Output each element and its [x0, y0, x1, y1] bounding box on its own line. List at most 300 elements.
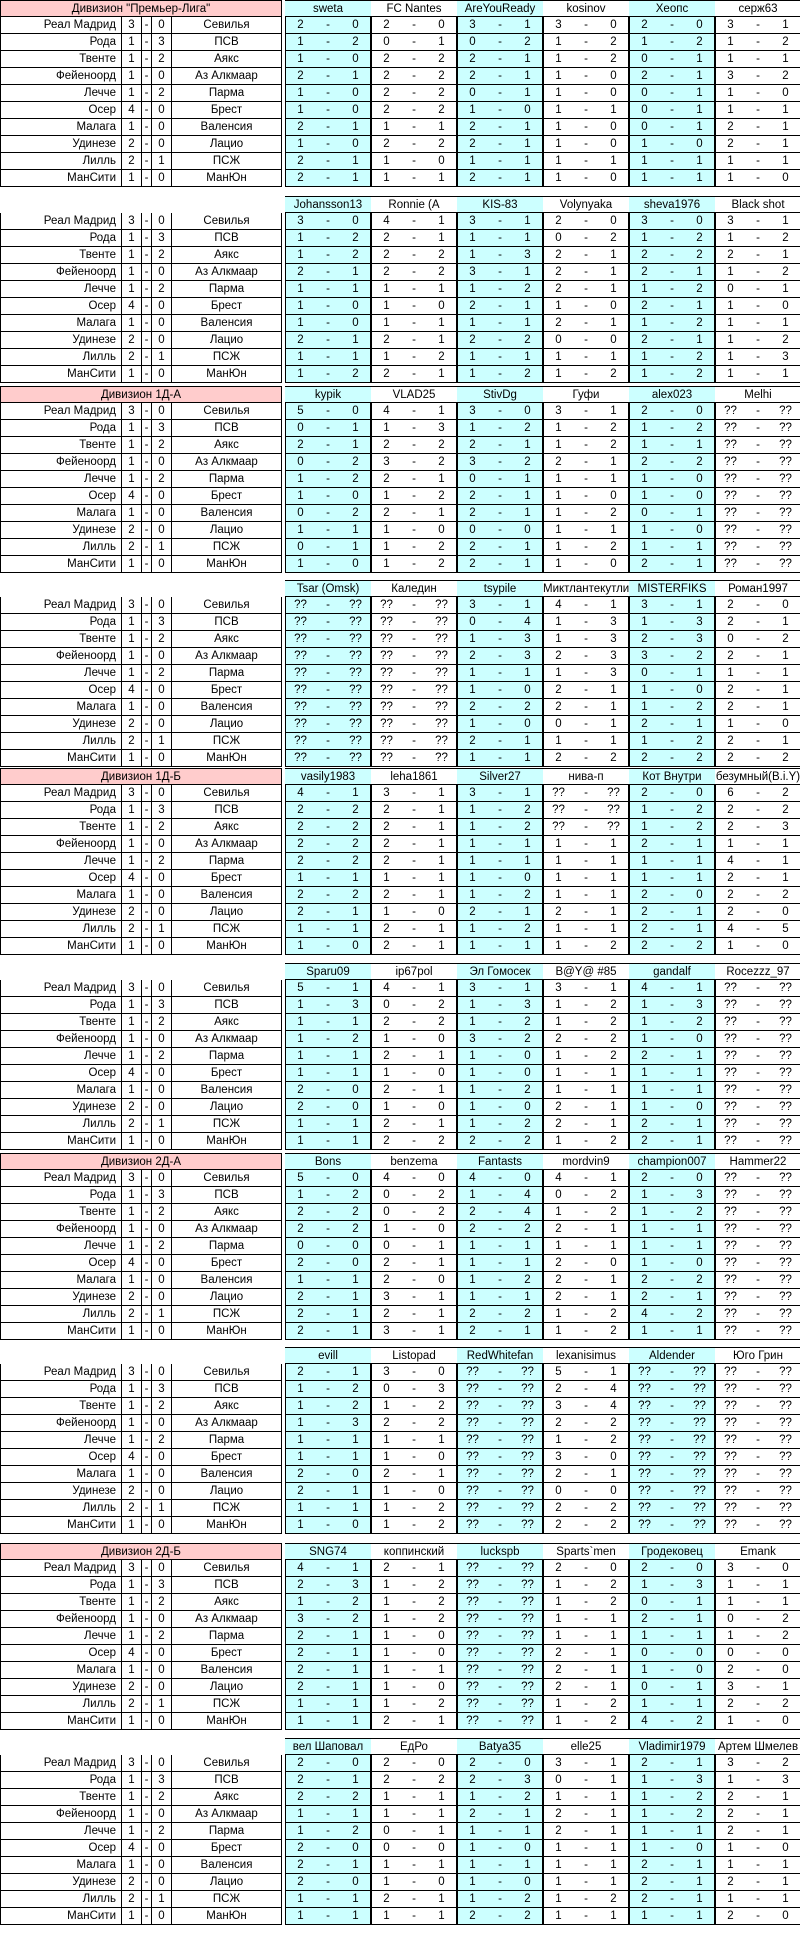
prediction-away: 1 — [341, 539, 371, 556]
home-team: Фейеноорд — [0, 68, 122, 85]
prediction-away: 0 — [685, 1662, 715, 1679]
prediction-away: 2 — [685, 750, 715, 767]
prediction-dash: - — [315, 1082, 341, 1099]
prediction-home: 3 — [457, 980, 487, 997]
prediction-away: 1 — [427, 281, 457, 298]
prediction-away: ?? — [771, 1255, 800, 1272]
score-dash: - — [142, 597, 152, 614]
prediction-dash: - — [401, 997, 427, 1014]
prediction-home: 1 — [457, 247, 487, 264]
prediction-dash: - — [487, 870, 513, 887]
prediction-away: ?? — [427, 665, 457, 682]
prediction-home: 0 — [285, 1238, 315, 1255]
prediction-away: 1 — [771, 1789, 800, 1806]
home-team: Лечче — [0, 1823, 122, 1840]
prediction-away: 0 — [341, 1099, 371, 1116]
prediction-away: 1 — [513, 505, 543, 522]
prediction-dash: - — [659, 1891, 685, 1908]
player-name: нива-п — [543, 768, 629, 785]
prediction-home: 2 — [629, 556, 659, 573]
prediction-away: 2 — [341, 1594, 371, 1611]
prediction-away: 1 — [599, 1170, 629, 1187]
away-score: 0 — [152, 298, 172, 315]
prediction-dash: - — [401, 136, 427, 153]
prediction-away: 0 — [341, 938, 371, 955]
prediction-home: 1 — [285, 298, 315, 315]
prediction-dash: - — [315, 1594, 341, 1611]
prediction-home: 1 — [285, 1908, 315, 1925]
prediction-away: 0 — [341, 102, 371, 119]
prediction-away: 1 — [685, 170, 715, 187]
score-dash: - — [142, 716, 152, 733]
division-block — [0, 386, 800, 573]
prediction-dash: - — [401, 836, 427, 853]
prediction-away: ?? — [427, 716, 457, 733]
prediction-dash: - — [573, 1857, 599, 1874]
match-row — [0, 1466, 800, 1483]
prediction-dash: - — [401, 1772, 427, 1789]
prediction-dash: - — [315, 819, 341, 836]
prediction-dash: - — [315, 1908, 341, 1925]
away-team: МанЮн — [172, 1908, 282, 1925]
prediction-away: 0 — [427, 1483, 457, 1500]
home-score: 1 — [122, 836, 142, 853]
prediction-dash: - — [659, 51, 685, 68]
away-team: Парма — [172, 1238, 282, 1255]
prediction-away: ?? — [513, 1449, 543, 1466]
prediction-home: 2 — [543, 281, 573, 298]
home-team: Осер — [0, 1840, 122, 1857]
away-team: ПСЖ — [172, 1696, 282, 1713]
prediction-dash: - — [745, 1306, 771, 1323]
prediction-dash: - — [315, 488, 341, 505]
prediction-dash: - — [745, 85, 771, 102]
score-dash: - — [142, 1577, 152, 1594]
prediction-dash: - — [745, 1289, 771, 1306]
prediction-dash: - — [573, 85, 599, 102]
prediction-home: 1 — [629, 1908, 659, 1925]
away-team: Севилья — [172, 213, 282, 230]
score-dash: - — [142, 1891, 152, 1908]
player-name: Ronnie (A — [371, 196, 457, 213]
away-team: Парма — [172, 1823, 282, 1840]
home-team: Удинезе — [0, 1289, 122, 1306]
prediction-dash: - — [401, 170, 427, 187]
prediction-home: 2 — [629, 921, 659, 938]
prediction-away: 1 — [427, 1116, 457, 1133]
prediction-home: 2 — [371, 1415, 401, 1432]
prediction-away: 0 — [685, 1560, 715, 1577]
away-team: Аякс — [172, 1204, 282, 1221]
prediction-away: 2 — [771, 785, 800, 802]
prediction-away: 0 — [341, 315, 371, 332]
prediction-home: 1 — [457, 1082, 487, 1099]
home-team: МанСити — [0, 750, 122, 767]
prediction-dash: - — [487, 819, 513, 836]
home-score: 3 — [122, 980, 142, 997]
prediction-away: 0 — [771, 1908, 800, 1925]
home-score: 1 — [122, 1415, 142, 1432]
prediction-dash: - — [315, 1398, 341, 1415]
home-team: Рода — [0, 1772, 122, 1789]
prediction-home: 1 — [457, 887, 487, 904]
prediction-home: ?? — [285, 665, 315, 682]
prediction-away: 3 — [513, 247, 543, 264]
prediction-home: ?? — [715, 1255, 745, 1272]
home-score: 1 — [122, 51, 142, 68]
score-dash: - — [142, 1789, 152, 1806]
home-team: Лилль — [0, 921, 122, 938]
prediction-dash: - — [573, 102, 599, 119]
prediction-home: ?? — [629, 1517, 659, 1534]
prediction-dash: - — [401, 349, 427, 366]
prediction-away: 2 — [513, 1133, 543, 1150]
prediction-home: 4 — [715, 921, 745, 938]
prediction-away: 1 — [427, 1323, 457, 1340]
player-name: VLAD25 — [371, 386, 457, 403]
prediction-dash: - — [573, 699, 599, 716]
prediction-dash: - — [487, 170, 513, 187]
prediction-home: 1 — [543, 51, 573, 68]
home-score: 1 — [122, 281, 142, 298]
prediction-dash: - — [315, 836, 341, 853]
prediction-home: 1 — [371, 315, 401, 332]
away-score: 0 — [152, 1082, 172, 1099]
prediction-dash: - — [745, 281, 771, 298]
prediction-home: 1 — [543, 1789, 573, 1806]
prediction-home: 1 — [715, 1891, 745, 1908]
prediction-dash: - — [487, 1272, 513, 1289]
prediction-away: 1 — [427, 802, 457, 819]
prediction-away: 1 — [427, 332, 457, 349]
away-team: Парма — [172, 665, 282, 682]
home-score: 2 — [122, 522, 142, 539]
home-team: Малага — [0, 699, 122, 716]
prediction-dash: - — [659, 1823, 685, 1840]
away-team: Севилья — [172, 403, 282, 420]
prediction-away: 0 — [427, 1099, 457, 1116]
prediction-dash: - — [659, 1466, 685, 1483]
prediction-dash: - — [315, 1099, 341, 1116]
prediction-away: 1 — [513, 1823, 543, 1840]
home-score: 4 — [122, 870, 142, 887]
prediction-home: 1 — [543, 1611, 573, 1628]
prediction-dash: - — [659, 1255, 685, 1272]
match-row — [0, 17, 800, 34]
home-team: Твенте — [0, 1789, 122, 1806]
prediction-dash: - — [659, 213, 685, 230]
prediction-away: 2 — [685, 420, 715, 437]
prediction-dash: - — [745, 802, 771, 819]
prediction-away: 1 — [513, 488, 543, 505]
prediction-dash: - — [659, 733, 685, 750]
away-team: Брест — [172, 1645, 282, 1662]
prediction-away: 1 — [685, 1048, 715, 1065]
prediction-home: 1 — [543, 505, 573, 522]
away-score: 2 — [152, 1432, 172, 1449]
home-team: Твенте — [0, 1204, 122, 1221]
score-dash: - — [142, 1628, 152, 1645]
away-score: 0 — [152, 1560, 172, 1577]
prediction-away: ?? — [771, 1449, 800, 1466]
prediction-dash: - — [659, 332, 685, 349]
home-team: МанСити — [0, 366, 122, 383]
prediction-home: 2 — [457, 1806, 487, 1823]
prediction-dash: - — [315, 420, 341, 437]
prediction-home: 2 — [285, 853, 315, 870]
prediction-home: 0 — [629, 665, 659, 682]
prediction-dash: - — [659, 1289, 685, 1306]
player-name: kypik — [285, 386, 371, 403]
prediction-home: 0 — [715, 631, 745, 648]
prediction-home: 1 — [285, 870, 315, 887]
prediction-home: 2 — [371, 1272, 401, 1289]
prediction-dash: - — [745, 1696, 771, 1713]
prediction-away: 2 — [771, 264, 800, 281]
prediction-home: 2 — [285, 1628, 315, 1645]
prediction-dash: - — [573, 1221, 599, 1238]
prediction-home: 2 — [371, 230, 401, 247]
home-score: 1 — [122, 1628, 142, 1645]
prediction-home: 2 — [629, 1170, 659, 1187]
away-score: 0 — [152, 264, 172, 281]
prediction-dash: - — [487, 488, 513, 505]
player-name: Emank — [715, 1543, 800, 1560]
prediction-dash: - — [315, 349, 341, 366]
home-score: 1 — [122, 1221, 142, 1238]
prediction-away: ?? — [513, 1432, 543, 1449]
prediction-dash: - — [573, 819, 599, 836]
prediction-away: 2 — [599, 51, 629, 68]
prediction-home: 1 — [543, 836, 573, 853]
prediction-home: 3 — [629, 213, 659, 230]
player-name: Каледин — [371, 580, 457, 597]
prediction-home: 1 — [371, 1065, 401, 1082]
away-score: 1 — [152, 733, 172, 750]
away-score: 1 — [152, 921, 172, 938]
away-team: МанЮн — [172, 750, 282, 767]
score-dash: - — [142, 1772, 152, 1789]
prediction-home: ?? — [371, 699, 401, 716]
match-row — [0, 1449, 800, 1466]
prediction-home: 1 — [543, 665, 573, 682]
home-team: Удинезе — [0, 1874, 122, 1891]
prediction-home: ?? — [715, 522, 745, 539]
prediction-dash: - — [573, 51, 599, 68]
prediction-home: ?? — [371, 665, 401, 682]
prediction-home: 3 — [543, 17, 573, 34]
home-score: 1 — [122, 648, 142, 665]
prediction-dash: - — [315, 437, 341, 454]
prediction-home: ?? — [715, 1014, 745, 1031]
prediction-home: 3 — [715, 17, 745, 34]
prediction-home: 3 — [543, 980, 573, 997]
prediction-away: 0 — [427, 1628, 457, 1645]
prediction-home: 2 — [371, 247, 401, 264]
prediction-away: 0 — [513, 1065, 543, 1082]
prediction-away: 2 — [341, 836, 371, 853]
prediction-home: 2 — [715, 733, 745, 750]
home-team: Лечче — [0, 853, 122, 870]
prediction-away: 0 — [341, 1170, 371, 1187]
prediction-dash: - — [315, 34, 341, 51]
home-team: МанСити — [0, 938, 122, 955]
prediction-dash: - — [487, 853, 513, 870]
prediction-home: 1 — [543, 556, 573, 573]
prediction-away: 2 — [427, 1500, 457, 1517]
prediction-away: 1 — [427, 119, 457, 136]
score-dash: - — [142, 315, 152, 332]
away-score: 0 — [152, 119, 172, 136]
home-score: 2 — [122, 1483, 142, 1500]
prediction-home: 1 — [543, 522, 573, 539]
prediction-dash: - — [487, 522, 513, 539]
prediction-home: 2 — [715, 614, 745, 631]
prediction-dash: - — [487, 597, 513, 614]
prediction-away: 2 — [599, 1500, 629, 1517]
prediction-home: 4 — [629, 1713, 659, 1730]
prediction-dash: - — [573, 213, 599, 230]
prediction-dash: - — [659, 1679, 685, 1696]
prediction-dash: - — [573, 437, 599, 454]
away-score: 2 — [152, 1048, 172, 1065]
match-row — [0, 1662, 800, 1679]
prediction-away: 1 — [685, 153, 715, 170]
prediction-home: 2 — [543, 213, 573, 230]
prediction-dash: - — [745, 488, 771, 505]
prediction-home: 2 — [285, 819, 315, 836]
score-dash: - — [142, 614, 152, 631]
prediction-away: 3 — [771, 819, 800, 836]
prediction-away: 0 — [427, 522, 457, 539]
prediction-away: 1 — [513, 1255, 543, 1272]
prediction-away: ?? — [513, 1517, 543, 1534]
prediction-home: 1 — [543, 102, 573, 119]
home-score: 2 — [122, 904, 142, 921]
prediction-dash: - — [745, 1204, 771, 1221]
prediction-dash: - — [573, 1500, 599, 1517]
prediction-home: ?? — [715, 556, 745, 573]
prediction-away: 1 — [341, 921, 371, 938]
prediction-away: 2 — [599, 1577, 629, 1594]
score-dash: - — [142, 733, 152, 750]
prediction-dash: - — [573, 315, 599, 332]
prediction-away: 0 — [341, 1840, 371, 1857]
match-row — [0, 785, 800, 802]
home-score: 2 — [122, 136, 142, 153]
prediction-dash: - — [573, 1014, 599, 1031]
away-score: 0 — [152, 597, 172, 614]
prediction-away: 2 — [599, 1517, 629, 1534]
prediction-dash: - — [745, 750, 771, 767]
prediction-home: 4 — [457, 1170, 487, 1187]
player-name: vasily1983 — [285, 768, 371, 785]
home-score: 1 — [122, 665, 142, 682]
prediction-home: 2 — [371, 802, 401, 819]
prediction-away: ?? — [341, 733, 371, 750]
prediction-away: 1 — [341, 1908, 371, 1925]
prediction-away: 0 — [341, 1082, 371, 1099]
prediction-home: 2 — [715, 1908, 745, 1925]
prediction-away: 3 — [513, 648, 543, 665]
prediction-away: 1 — [685, 597, 715, 614]
prediction-home: ?? — [371, 682, 401, 699]
prediction-dash: - — [487, 1065, 513, 1082]
prediction-away: 1 — [513, 68, 543, 85]
prediction-home: 1 — [371, 153, 401, 170]
home-team: Твенте — [0, 631, 122, 648]
away-team: ПСЖ — [172, 1891, 282, 1908]
prediction-away: 3 — [427, 1381, 457, 1398]
prediction-home: 1 — [629, 1840, 659, 1857]
prediction-away: 0 — [513, 870, 543, 887]
prediction-away: 1 — [513, 471, 543, 488]
prediction-away: 2 — [427, 454, 457, 471]
prediction-away: 2 — [427, 488, 457, 505]
division-title: Дивизион 2Д-Б — [0, 1543, 282, 1560]
prediction-away: ?? — [771, 1204, 800, 1221]
prediction-home: 1 — [285, 1065, 315, 1082]
prediction-home: 1 — [543, 733, 573, 750]
away-score: 1 — [152, 153, 172, 170]
away-team: ПСВ — [172, 1381, 282, 1398]
match-row — [0, 454, 800, 471]
prediction-home: 2 — [543, 1560, 573, 1577]
away-team: ПСВ — [172, 1187, 282, 1204]
prediction-away: 1 — [599, 264, 629, 281]
home-score: 1 — [122, 119, 142, 136]
prediction-dash: - — [659, 1874, 685, 1891]
prediction-home: 2 — [543, 1466, 573, 1483]
division-title: Дивизион "Премьер-Лига" — [0, 0, 282, 17]
prediction-dash: - — [573, 921, 599, 938]
prediction-dash: - — [659, 17, 685, 34]
player-name: Sparts`men — [543, 1543, 629, 1560]
prediction-dash: - — [573, 980, 599, 997]
prediction-home: 1 — [371, 1517, 401, 1534]
prediction-away: 1 — [427, 1048, 457, 1065]
prediction-dash: - — [401, 1466, 427, 1483]
prediction-home: 0 — [371, 997, 401, 1014]
prediction-away: 2 — [685, 1204, 715, 1221]
prediction-dash: - — [573, 366, 599, 383]
prediction-dash: - — [315, 153, 341, 170]
prediction-home: ?? — [285, 614, 315, 631]
match-row — [0, 1500, 800, 1517]
prediction-home: 1 — [543, 1840, 573, 1857]
prediction-home: 0 — [543, 1483, 573, 1500]
prediction-home: 1 — [457, 1289, 487, 1306]
prediction-away: 1 — [771, 1806, 800, 1823]
prediction-away: ?? — [513, 1679, 543, 1696]
prediction-dash: - — [487, 471, 513, 488]
home-score: 3 — [122, 17, 142, 34]
division-title: Дивизион 2Д-А — [0, 1153, 282, 1170]
prediction-dash: - — [573, 17, 599, 34]
prediction-home: 3 — [629, 597, 659, 614]
away-team: ПСЖ — [172, 733, 282, 750]
prediction-away: ?? — [685, 1381, 715, 1398]
prediction-home: 1 — [629, 1204, 659, 1221]
prediction-dash: - — [659, 136, 685, 153]
prediction-away: 0 — [427, 1031, 457, 1048]
prediction-home: 0 — [371, 1187, 401, 1204]
prediction-home: 1 — [285, 471, 315, 488]
prediction-dash: - — [487, 247, 513, 264]
player-name: leha1861 — [371, 768, 457, 785]
prediction-away: 1 — [771, 51, 800, 68]
prediction-away: 1 — [599, 980, 629, 997]
